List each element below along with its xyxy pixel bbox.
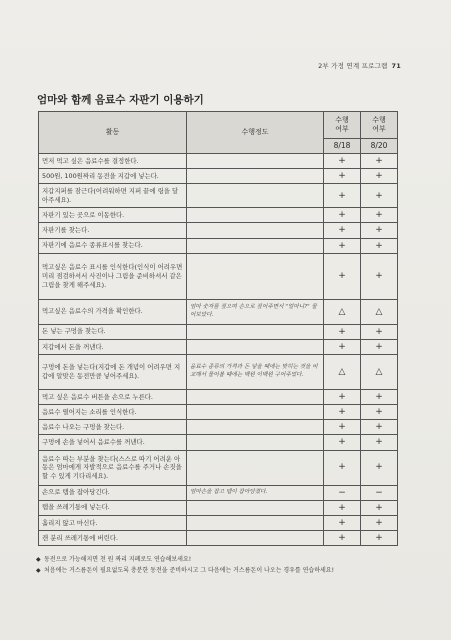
note-cell (187, 253, 324, 299)
table-row (39, 339, 398, 354)
mark-cell-1: + (324, 253, 361, 299)
header-date-1: 8/18 (324, 139, 361, 154)
table-row (39, 223, 398, 238)
table-row (39, 485, 398, 500)
mark-cell-1: + (324, 339, 361, 354)
activity-cell: 음료수 나오는 구멍을 찾는다. (39, 420, 187, 435)
note-cell (187, 500, 324, 515)
activity-cell: 먹고 싶은 음료수 버튼을 손으로 누른다. (39, 389, 187, 404)
table-row (39, 435, 398, 450)
mark-cell-2: △ (361, 354, 398, 389)
mark-cell-2: + (361, 389, 398, 404)
mark-cell-2: + (361, 238, 398, 253)
note-cell (187, 450, 324, 485)
activity-cell: 지갑에서 돈을 꺼낸다. (39, 339, 187, 354)
mark-cell-2: + (361, 223, 398, 238)
table-row (39, 420, 398, 435)
header-activity: 활동 (39, 112, 187, 154)
table-row (39, 500, 398, 515)
table-row (39, 324, 398, 339)
mark-cell-2: + (361, 154, 398, 169)
mark-cell-1: + (324, 500, 361, 515)
activity-cell: 먹고싶은 음료수 표시를 인식한다(인식이 어려우면 미리 점검하셔서 사진이나 그림을 준비하셔서 같은 그림을 찾게 해주세요). (39, 253, 187, 299)
activity-cell: 음료수 따는 부분을 찾는다(스스로 따기 어려운 아동은 엄마에게 자발적으로 음료수를 주거나 손짓을 할 수 있게 기다리세요). (39, 450, 187, 485)
tips-list (36, 555, 416, 576)
mark-cell-1: + (324, 154, 361, 169)
mark-cell-1: + (324, 184, 361, 208)
activity-cell: 구멍에 손을 넣어서 음료수를 꺼낸다. (39, 435, 187, 450)
table-row (39, 354, 398, 389)
note-cell (187, 208, 324, 223)
note-cell (187, 154, 324, 169)
note-cell (187, 184, 324, 208)
mark-cell-1: + (324, 238, 361, 253)
table-row (39, 515, 398, 530)
note-cell (187, 405, 324, 420)
running-header (318, 61, 401, 70)
activity-cell: 캔 분리 쓰레기통에 버린다. (39, 530, 187, 545)
page-number: 71 (391, 62, 401, 70)
activity-cell: 손으로 탭을 잡아당긴다. (39, 485, 187, 500)
mark-cell-1: △ (324, 354, 361, 389)
mark-cell-2: + (361, 500, 398, 515)
table-row (39, 208, 398, 223)
table-row (39, 530, 398, 545)
note-cell: 엄마 숫자를 짚으며 손으로 짚어주면서 "얼마니?" 물어보았다. (187, 299, 324, 324)
note-cell (187, 169, 324, 184)
mark-cell-1: − (324, 485, 361, 500)
note-cell (187, 339, 324, 354)
mark-cell-2: + (361, 324, 398, 339)
activity-cell: 구멍에 돈을 넣는다(지갑에 돈 개념이 어려우면 지갑에 알맞은 동전만큼 넣어주세요). (39, 354, 187, 389)
mark-cell-1: + (324, 169, 361, 184)
page-title: 엄마와 함께 음료수 자판기 이용하기 (37, 94, 204, 106)
mark-cell-2: + (361, 420, 398, 435)
mark-cell-2: + (361, 208, 398, 223)
note-cell (187, 324, 324, 339)
table-row (39, 299, 398, 324)
table-row (39, 253, 398, 299)
tip-item: ◆ 동전으로 가능해지면 천 원 짜리 지폐로도 연습해보세요! (36, 555, 416, 566)
mark-cell-1: + (324, 435, 361, 450)
mark-cell-1: + (324, 389, 361, 404)
mark-cell-1: △ (324, 299, 361, 324)
note-cell (187, 223, 324, 238)
running-header-text: 2부 가정 연계 프로그램 (318, 62, 388, 70)
note-cell (187, 435, 324, 450)
mark-cell-2: + (361, 450, 398, 485)
mark-cell-1: + (324, 420, 361, 435)
mark-cell-2: + (361, 169, 398, 184)
note-cell (187, 389, 324, 404)
activity-cell: 자판기에 음료수 종류표시를 찾는다. (39, 238, 187, 253)
mark-cell-2: + (361, 184, 398, 208)
table-row (39, 238, 398, 253)
table-row (39, 405, 398, 420)
activity-cell: 500원, 100원짜리 동전을 지갑에 넣는다. (39, 169, 187, 184)
note-cell: 엄마손을 잡고 탭이 잡아당겼다. (187, 485, 324, 500)
mark-cell-2: + (361, 339, 398, 354)
note-cell: 음료수 종류의 가격과 돈 넣을 때에는 맞히는 것을 비교해서 물어볼 때에는 백원 이백원 구어주었다. (187, 354, 324, 389)
mark-cell-1: + (324, 515, 361, 530)
note-cell (187, 420, 324, 435)
mark-cell-2: + (361, 253, 398, 299)
mark-cell-1: + (324, 208, 361, 223)
table-row (39, 154, 398, 169)
mark-cell-1: + (324, 530, 361, 545)
activity-cell: 흘리지 않고 마신다. (39, 515, 187, 530)
tip-text: 동전으로 가능해지면 천 원 짜리 지폐로도 연습해보세요! (44, 556, 192, 563)
checklist-table (38, 111, 398, 546)
mark-cell-2: − (361, 485, 398, 500)
table-row (39, 450, 398, 485)
note-cell (187, 238, 324, 253)
activity-cell: 음료수 떨어지는 소리를 인식한다. (39, 405, 187, 420)
activity-cell: 자판기 있는 곳으로 이동한다. (39, 208, 187, 223)
header-degree: 수행정도 (187, 112, 324, 154)
mark-cell-2: △ (361, 299, 398, 324)
tip-text: 처음에는 거스름돈이 필요없도록 충분한 동전을 준비하시고 그 다음에는 거스름돈이 나오는 경우를 연습하세요! (44, 566, 335, 574)
mark-cell-2: + (361, 435, 398, 450)
table-row (39, 389, 398, 404)
note-cell (187, 530, 324, 545)
mark-cell-1: + (324, 324, 361, 339)
header-done-2: 수행 여부 (361, 112, 398, 139)
activity-cell: 돈 넣는 구멍을 찾는다. (39, 324, 187, 339)
table-row (39, 184, 398, 208)
mark-cell-2: + (361, 515, 398, 530)
activity-cell: 지갑지퍼를 잠근다(어려워하면 지퍼 끝에 링을 달아주세요). (39, 184, 187, 208)
header-date-2: 8/20 (361, 139, 398, 154)
activity-cell: 자판기를 찾는다. (39, 223, 187, 238)
tip-item: ◆ 처음에는 거스름돈이 필요없도록 충분한 동전을 준비하시고 그 다음에는 거스름돈이 나오는 경우를 연습하세요! (36, 566, 416, 577)
header-done-1: 수행 여부 (324, 112, 361, 139)
mark-cell-1: + (324, 405, 361, 420)
activity-cell: 먹고싶은 음료수의 가격을 확인한다. (39, 299, 187, 324)
mark-cell-1: + (324, 450, 361, 485)
mark-cell-1: + (324, 223, 361, 238)
table-row (39, 169, 398, 184)
activity-cell: 탭을 쓰레기통에 넣는다. (39, 500, 187, 515)
mark-cell-2: + (361, 405, 398, 420)
note-cell (187, 515, 324, 530)
activity-cell: 먼저 먹고 싶은 음료수를 결정한다. (39, 154, 187, 169)
mark-cell-2: + (361, 530, 398, 545)
